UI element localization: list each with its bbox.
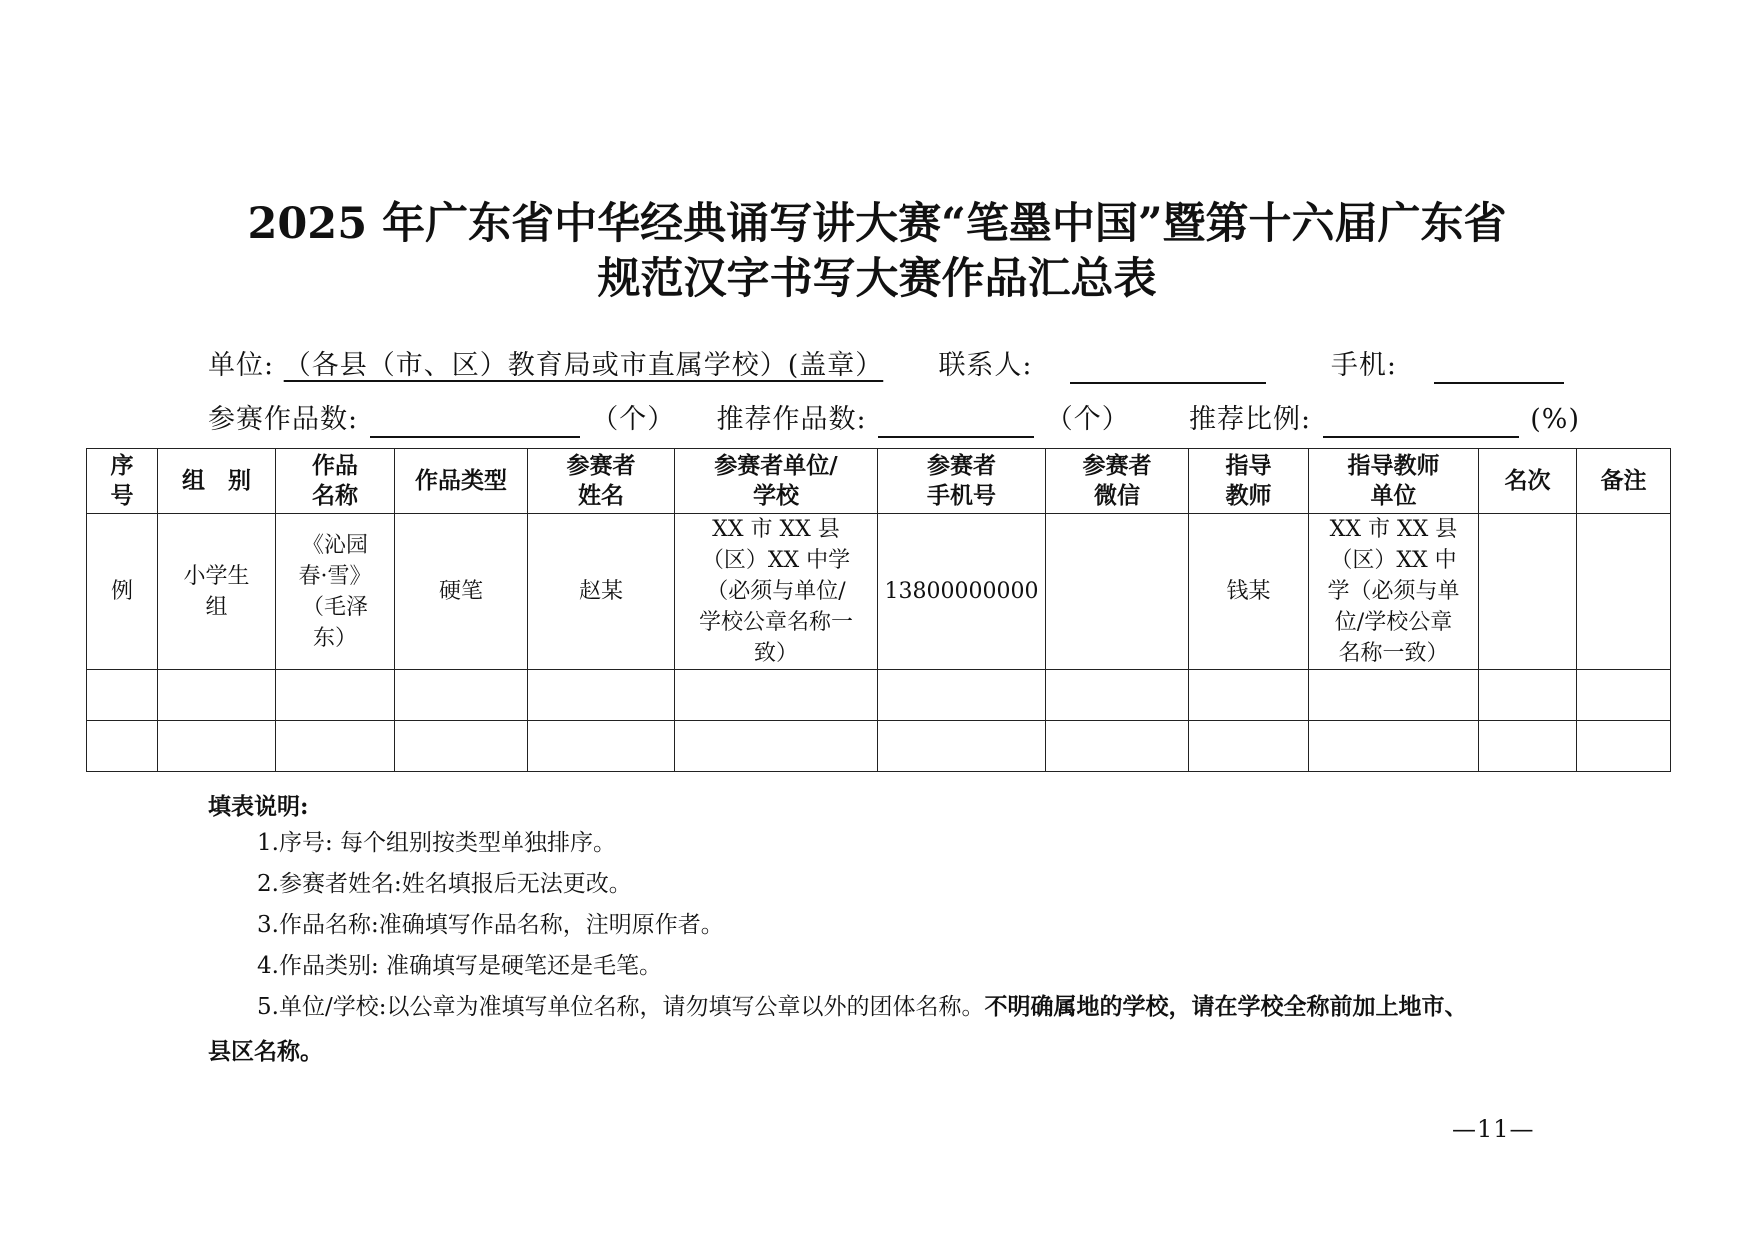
note-5-bold: 不明确属地的学校，请在学校全称前加上地市、 xyxy=(984,993,1468,1020)
column-header: 指导 教师 xyxy=(1189,449,1309,514)
table-row-empty xyxy=(87,721,1671,772)
note-5-continued: 县区名称。 xyxy=(208,1038,323,1065)
contact-label: 联系人: xyxy=(938,350,1033,381)
table-cell: 《沁园 春·雪》 （毛泽 东） xyxy=(276,514,395,670)
table-cell: 赵某 xyxy=(528,514,675,670)
table-cell: 小学生 组 xyxy=(158,514,276,670)
column-header: 参赛者 微信 xyxy=(1046,449,1189,514)
table-cell-blank[interactable] xyxy=(1046,721,1189,772)
table-cell-blank[interactable] xyxy=(528,721,675,772)
table-cell-blank[interactable] xyxy=(1046,670,1189,721)
entries-label: 参赛作品数: xyxy=(208,404,359,435)
column-header: 备注 xyxy=(1577,449,1671,514)
table-cell-blank[interactable] xyxy=(675,670,878,721)
unit-label: 单位: xyxy=(208,350,275,381)
info-row-counts xyxy=(208,402,1580,438)
column-header: 指导教师 单位 xyxy=(1309,449,1479,514)
table-header-row xyxy=(87,449,1671,514)
table-cell-blank[interactable] xyxy=(528,670,675,721)
table-cell: 硬笔 xyxy=(395,514,528,670)
table-cell: 例 xyxy=(87,514,158,670)
entries-unit: （个） xyxy=(591,404,676,435)
table-cell-blank[interactable] xyxy=(1189,721,1309,772)
recommended-field[interactable] xyxy=(878,408,1034,438)
table-cell-blank[interactable] xyxy=(276,721,395,772)
phone-field[interactable] xyxy=(1434,354,1564,384)
page-number: —11— xyxy=(1452,1115,1535,1143)
table-cell-blank[interactable] xyxy=(87,670,158,721)
table-cell-blank[interactable] xyxy=(276,670,395,721)
table-cell-blank[interactable] xyxy=(878,670,1046,721)
table-cell-blank[interactable] xyxy=(158,721,276,772)
table-cell-blank[interactable] xyxy=(1577,670,1671,721)
info-row-unit xyxy=(208,348,1566,384)
column-header: 参赛者 手机号 xyxy=(878,449,1046,514)
note-4: 4.作品类别: 准确填写是硬笔还是毛笔。 xyxy=(257,953,663,979)
table-cell-blank[interactable] xyxy=(675,721,878,772)
column-header: 名次 xyxy=(1479,449,1577,514)
table-cell xyxy=(1046,514,1189,670)
table-cell: 钱某 xyxy=(1189,514,1309,670)
table-cell-blank[interactable] xyxy=(395,670,528,721)
table-cell-blank[interactable] xyxy=(1479,670,1577,721)
table-cell: 13800000000 xyxy=(878,514,1046,670)
table-cell xyxy=(1577,514,1671,670)
table-cell-blank[interactable] xyxy=(158,670,276,721)
note-5-text: 5.单位/学校:以公章为准填写单位名称，请勿填写公章以外的团体名称。 xyxy=(257,994,985,1020)
table-cell-blank[interactable] xyxy=(1577,721,1671,772)
column-header: 参赛者单位/ 学校 xyxy=(675,449,878,514)
table-cell xyxy=(1479,514,1577,670)
table-cell-blank[interactable] xyxy=(395,721,528,772)
contact-field[interactable] xyxy=(1070,354,1266,384)
table-cell-blank[interactable] xyxy=(1309,721,1479,772)
notes-heading: 填表说明: xyxy=(208,793,309,820)
recommended-unit: （个） xyxy=(1045,404,1130,435)
table-cell-blank[interactable] xyxy=(1189,670,1309,721)
column-header: 作品类型 xyxy=(395,449,528,514)
unit-value: （各县（市、区）教育局或市直属学校）(盖章） xyxy=(283,350,884,381)
ratio-unit: (%) xyxy=(1530,404,1580,435)
column-header: 组 别 xyxy=(158,449,276,514)
recommended-label: 推荐作品数: xyxy=(716,404,867,435)
table-cell-blank[interactable] xyxy=(1309,670,1479,721)
table-row-empty xyxy=(87,670,1671,721)
table-cell: XX 市 XX 县 （区）XX 中学 （必须与单位/ 学校公章名称一 致） xyxy=(675,514,878,670)
note-3: 3.作品名称:准确填写作品名称，注明原作者。 xyxy=(257,912,724,938)
document-title-line1: 2025 年广东省中华经典诵写讲大赛“笔墨中国”暨第十六届广东省 xyxy=(247,199,1507,249)
column-header: 参赛者 姓名 xyxy=(528,449,675,514)
table-cell: XX 市 XX 县 （区）XX 中 学（必须与单 位/学校公章 名称一致） xyxy=(1309,514,1479,670)
ratio-label: 推荐比例: xyxy=(1188,404,1312,435)
note-2: 2.参赛者姓名:姓名填报后无法更改。 xyxy=(257,871,632,897)
note-1: 1.序号: 每个组别按类型单独排序。 xyxy=(257,830,617,856)
phone-label: 手机: xyxy=(1330,350,1398,381)
document-title-line2: 规范汉字书写大赛作品汇总表 xyxy=(597,254,1157,304)
table-cell-blank[interactable] xyxy=(1479,721,1577,772)
note-5 xyxy=(257,992,1467,1022)
column-header: 序 号 xyxy=(87,449,158,514)
table-cell-blank[interactable] xyxy=(87,721,158,772)
column-header: 作品 名称 xyxy=(276,449,395,514)
ratio-field[interactable] xyxy=(1323,408,1519,438)
entries-field[interactable] xyxy=(370,408,580,438)
table-row-example xyxy=(87,514,1671,670)
summary-table xyxy=(86,448,1671,772)
table-cell-blank[interactable] xyxy=(878,721,1046,772)
